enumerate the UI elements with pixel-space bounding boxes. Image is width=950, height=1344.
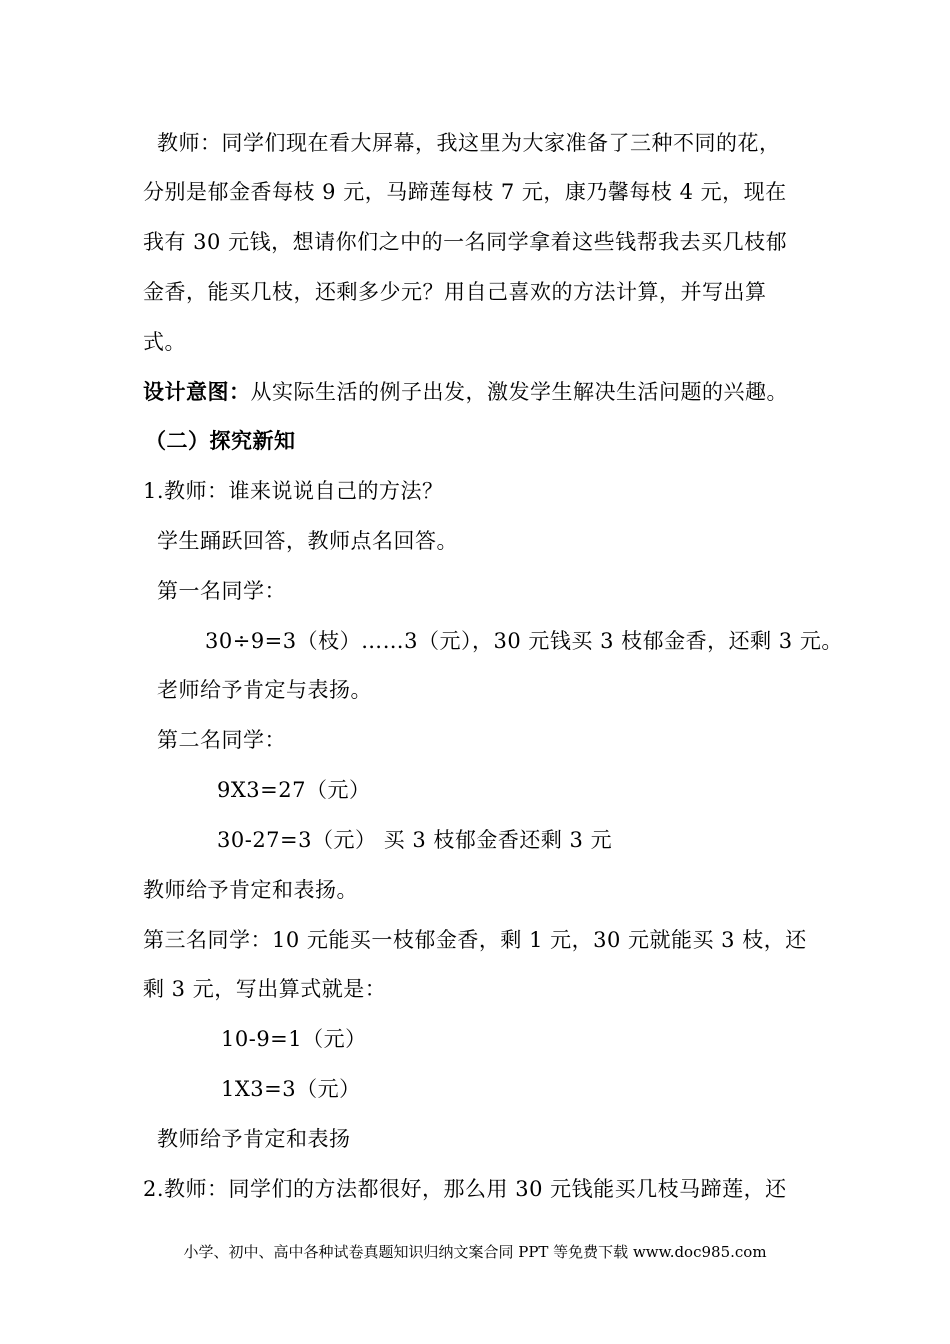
design-intent	[143, 377, 788, 407]
student-2-work-2: 30-27=3（元） 买 3 枝郁金香还剩 3 元	[217, 828, 613, 852]
question-1: 1.教师：谁来说说自己的方法？	[143, 479, 444, 503]
design-intent-label: 设计意图：	[143, 379, 251, 404]
design-intent-text: 从实际生活的例子出发，激发学生解决生活问题的兴趣。	[250, 380, 788, 404]
students-answer: 学生踊跃回答，教师点名回答。	[157, 529, 458, 553]
student-3-line-2: 剩 3 元，写出算式就是：	[143, 977, 387, 1001]
paragraph-line: 分别是郁金香每枝 9 元，马蹄莲每枝 7 元，康乃馨每枝 4 元，现在	[143, 180, 787, 204]
paragraph-line: 式。	[143, 330, 186, 354]
section-heading: （二）探究新知	[145, 428, 296, 453]
paragraph-line: 教师：同学们现在看大屏幕，我这里为大家准备了三种不同的花，	[157, 131, 781, 155]
student-1-label: 第一名同学：	[157, 579, 286, 603]
student-3-work-1: 10-9=1（元）	[221, 1027, 367, 1051]
paragraph-line: 我有 30 元钱，想请你们之中的一名同学拿着这些钱帮我去买几枝郁	[143, 230, 788, 254]
student-3-line-1: 第三名同学：10 元能买一枝郁金香，剩 1 元，30 元就能买 3 枝，还	[143, 928, 807, 952]
student-2-label: 第二名同学：	[157, 728, 286, 752]
student-1-work: 30÷9=3（枝）……3（元），30 元钱买 3 枝郁金香，还剩 3 元。	[205, 629, 843, 653]
student-2-praise: 教师给予肯定和表扬。	[143, 878, 358, 902]
student-2-work-1: 9X3=27（元）	[217, 778, 371, 802]
question-2: 2.教师：同学们的方法都很好，那么用 30 元钱能买几枝马蹄莲，还	[143, 1177, 787, 1201]
paragraph-line: 金香，能买几枝，还剩多少元？用自己喜欢的方法计算，并写出算	[143, 280, 767, 304]
student-3-praise: 教师给予肯定和表扬	[157, 1127, 351, 1151]
student-3-work-2: 1X3=3（元）	[221, 1077, 361, 1101]
page-footer: 小学、初中、高中各种试卷真题知识归纳文案合同 PPT 等免费下载 www.doc985.com	[183, 1243, 767, 1261]
student-1-praise: 老师给予肯定与表扬。	[157, 678, 372, 702]
